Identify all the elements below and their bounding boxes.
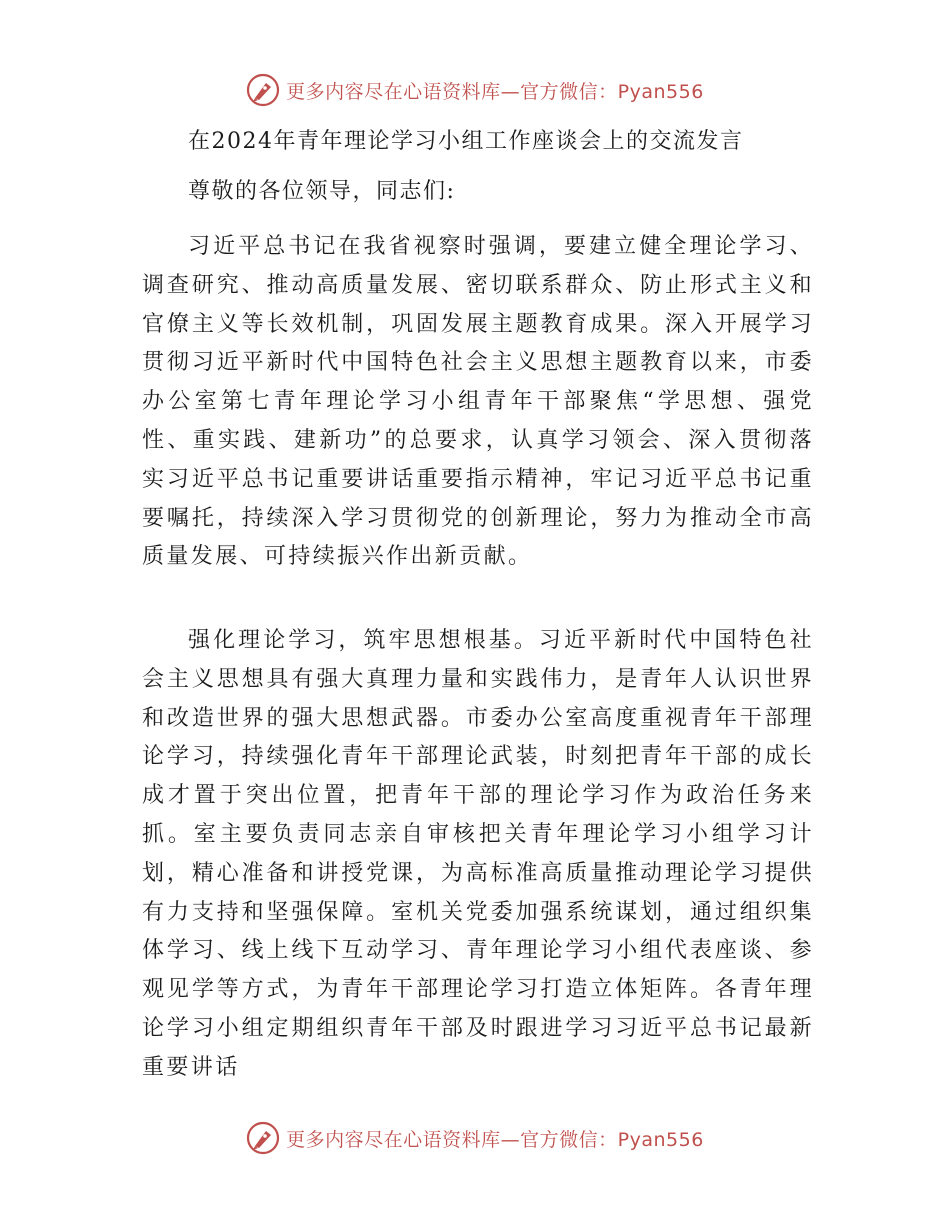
header-watermark	[0, 70, 950, 110]
watermark-text: 更多内容尽在心语资料库—官方微信：Pyan556	[286, 1128, 704, 1151]
body-paragraph: 习近平总书记在我省视察时强调，要建立健全理论学习、调查研究、推动高质量发展、密切联系群众、防止形式主义和官僚主义等长效机制，巩固发展主题教育成果。深入开展学习贯彻习近平新时代中国特色社会主义思想主题教育以来，市委办公室第七青年理论学习小组青年干部聚焦“学思想、强党性、重实践、建新功”的总要求，认真学习领会、深入贯彻落实习近平总书记重要讲话重要指示精神，牢记习近平总书记重要嘱托，持续深入学习贯彻党的创新理论，努力为推动全市高质量发展、可持续振兴作出新贡献。	[142, 234, 814, 570]
pen-nib-icon	[246, 73, 280, 107]
salutation: 尊敬的各位领导，同志们:	[188, 179, 456, 204]
footer-watermark	[0, 1118, 950, 1158]
watermark-text: 更多内容尽在心语资料库—官方微信：Pyan556	[286, 80, 704, 103]
pen-nib-icon	[246, 1121, 280, 1155]
document-title: 在2024年青年理论学习小组工作座谈会上的交流发言	[188, 129, 744, 154]
body-paragraph: 强化理论学习，筑牢思想根基。习近平新时代中国特色社会主义思想具有强大真理力量和实践伟力，是青年人认识世界和改造世界的强大思想武器。市委办公室高度重视青年干部理论学习，持续强化青年干部理论武装，时刻把青年干部的成长成才置于突出位置，把青年干部的理论学习作为政治任务来抓。室主要负责同志亲自审核把关青年理论学习小组学习计划，精心准备和讲授党课，为高标准高质量推动理论学习提供有力支持和坚强保障。室机关党委加强系统谋划，通过组织集体学习、线上线下互动学习、青年理论学习小组代表座谈、参观见学等方式，为青年干部理论学习打造立体矩阵。各青年理论学习小组定期组织青年干部及时跟进学习习近平总书记最新重要讲话	[142, 628, 814, 1080]
